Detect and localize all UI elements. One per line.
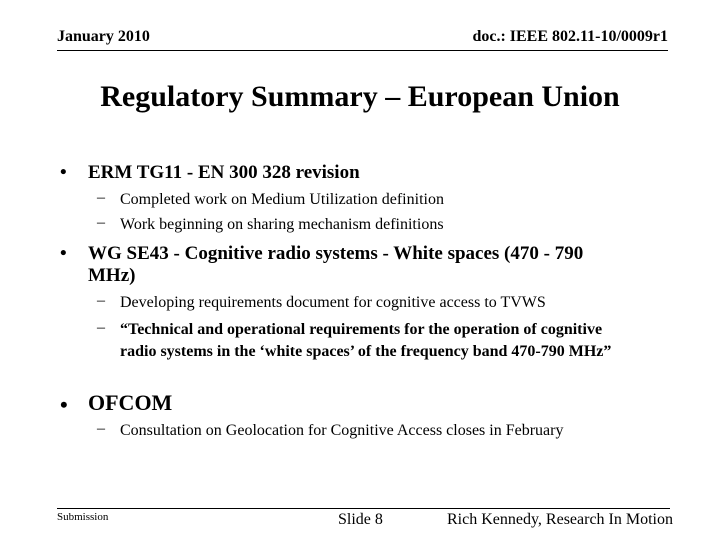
sub-bullet-marker: – xyxy=(97,292,105,309)
header-date: January 2010 xyxy=(57,28,150,45)
sub-bullet-marker: – xyxy=(97,319,105,336)
footer-slide-number: Slide 8 xyxy=(338,511,383,528)
bullet-text: ERM TG11 - EN 300 328 revision xyxy=(88,162,360,183)
sub-bullet xyxy=(97,292,677,314)
sub-bullet-text: “Technical and operational requirements for the operation of cognitive radio systems in the ‘white spaces’ of the frequency band 470-790 MHz” xyxy=(120,321,612,360)
sub-bullet-marker: – xyxy=(97,214,105,231)
bullet-text: OFCOM xyxy=(88,390,173,415)
bullet-marker: • xyxy=(60,162,67,183)
bullet-erm-tg11 xyxy=(60,162,660,184)
bullet-text: WG SE43 - Cognitive radio systems - White spaces (470 - 790 MHz) xyxy=(88,243,584,286)
bullet-ofcom xyxy=(60,392,660,418)
sub-bullet-text: Completed work on Medium Utilization definition xyxy=(120,191,444,208)
bullet-wg-se43 xyxy=(60,243,632,287)
sub-bullet-quote xyxy=(97,319,642,363)
sub-bullet xyxy=(97,420,697,442)
footer-author: Rich Kennedy, Research In Motion xyxy=(446,511,673,528)
sub-bullet-marker: – xyxy=(97,189,105,206)
sub-bullet-marker: – xyxy=(97,420,105,437)
slide-title: Regulatory Summary – European Union xyxy=(100,80,620,113)
sub-bullet-text: Work beginning on sharing mechanism definitions xyxy=(120,216,444,233)
header-doc-id: doc.: IEEE 802.11-10/0009r1 xyxy=(472,28,668,45)
sub-bullet xyxy=(97,189,677,211)
bullet-marker: • xyxy=(60,392,68,417)
bullet-marker: • xyxy=(60,243,67,264)
sub-bullet-text: Consultation on Geolocation for Cognitive Access closes in February xyxy=(120,422,564,439)
header-divider xyxy=(57,50,668,51)
footer-submission: Submission xyxy=(57,511,109,523)
sub-bullet-text: Developing requirements document for cognitive access to TVWS xyxy=(120,294,546,311)
footer-divider xyxy=(57,508,670,509)
sub-bullet xyxy=(97,214,677,236)
